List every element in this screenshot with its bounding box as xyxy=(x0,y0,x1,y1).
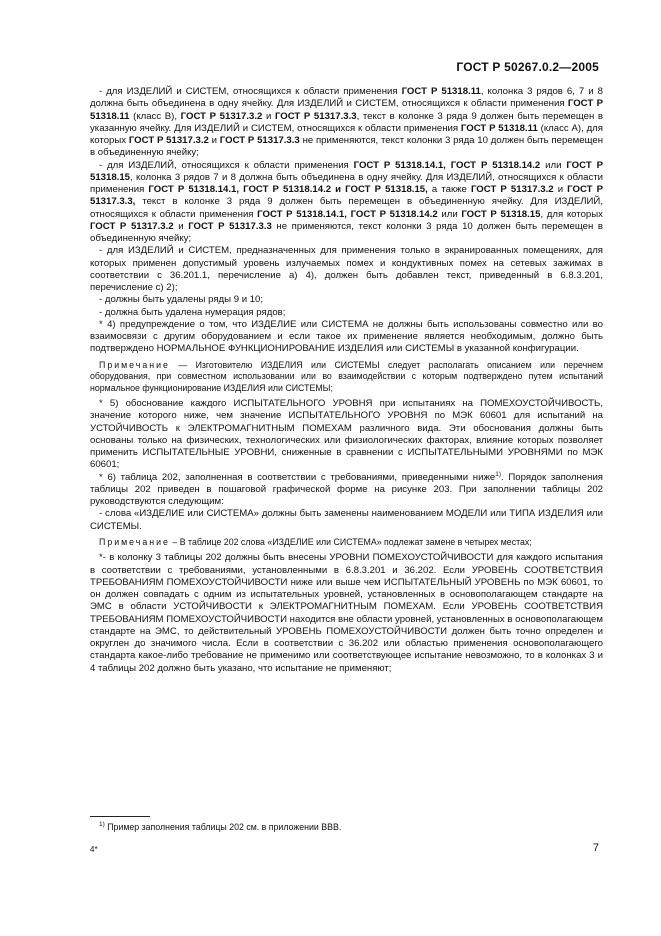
text-run: * 6) таблица 202, заполненная в соответствии с требованиями, приведенными ниже xyxy=(99,471,496,483)
standard-reference: ГОСТ Р 51318.14.1, ГОСТ Р 51318.14.2 xyxy=(353,159,541,171)
text-run: — Изготовителю ИЗДЕЛИЯ или СИСТЕМЫ следует располагать описанием или перечнем оборудования, при совместном использовании или во взаимодействии с которым подтверждено путем испытаний нормальное функционирование ИЗДЕЛИЯ или СИСТЕМЫ; xyxy=(90,359,603,393)
text-run: или xyxy=(437,208,462,220)
text-run: - для ИЗДЕЛИЙ и СИСТЕМ, относящихся к области применения xyxy=(99,86,402,97)
paragraph xyxy=(90,472,603,509)
text-run: , колонка 3 рядов 6, 7 и 8 должна быть объединена в одну ячейку. Для ИЗДЕЛИЙ и СИСТЕМ, относящихся к области применения xyxy=(90,86,603,110)
standard-reference: ГОСТ Р 51317.3.2 xyxy=(180,110,263,122)
standard-reference: ГОСТ Р 51317.3.3, xyxy=(90,184,603,208)
standard-reference: ГОСТ Р 51318.11 xyxy=(401,86,481,97)
text-run: * 4) предупреждение о том, что ИЗДЕЛИЕ или СИСТЕМА не должны быть использованы совместно или во взаимосвязи с другим оборудованием и если такое их применение является необходимым, должно быть подтверждено НОРМАЛЬНОЕ ФУНКЦИОНИРОВАНИЕ ИЗДЕЛИЯ или СИСТЕМЫ в указанной конфигурации. xyxy=(90,318,603,355)
standard-reference: ГОСТ Р 51318.15 xyxy=(461,208,541,220)
note-paragraph xyxy=(90,537,603,549)
text-run: , колонка 3 рядов 7 и 8 должна быть объединена в одну ячейку. Для ИЗДЕЛИЙ, относящихся к области применения xyxy=(90,171,603,195)
text-run: , текст в колонке 3 ряда 9 должен быть перемещен в указанную ячейку. Для ИЗДЕЛИЙ и СИСТЕМ, относящихся к области применения xyxy=(90,110,603,134)
text-run: и xyxy=(208,135,220,146)
paragraph xyxy=(90,552,603,675)
standard-reference: ГОСТ Р 51318.15 xyxy=(90,159,603,183)
standard-reference: ГОСТ Р 51317.3.2 xyxy=(90,220,174,232)
text-run: – В таблице 202 слова «ИЗДЕЛИЕ или СИСТЕМА» подлежат замене в четырех местах; xyxy=(169,536,532,547)
document-body xyxy=(90,86,603,675)
sheet-mark: 4* xyxy=(90,845,98,854)
text-run: текст в колонке 3 ряда 9 должен быть перемещен в объединенную ячейку. Для ИЗДЕЛИЙ, относящихся к области применения xyxy=(90,196,603,220)
footnote-text: Пример заполнения таблицы 202 см. в приложении ВВВ. xyxy=(104,822,342,832)
text-run: * 5) обоснование каждого ИСПЫТАТЕЛЬНОГО УРОВНЯ при испытаниях на ПОМЕХОУСТОЙЧИВОСТЬ, значение которого ниже, чем значение ИСПЫТАТЕЛЬНОГО УРОВНЯ по МЭК 60601 для испытаний на УСТОЙЧИВОСТЬ к ЭЛЕКТРОМАГНИТНЫМ ПОМЕХАМ различного вида. Эти обоснования должны быть основаны только на физических, технологических или физиологических факторах, влияние которых позволяет применить ИСПЫТАТЕЛЬНЫЕ УРОВНИ, сниженные в сравнении с ИСПЫТАТЕЛЬНЫМИ УРОВНЯМИ по МЭК 60601; xyxy=(90,398,603,471)
footnote-divider xyxy=(90,816,150,817)
text-run: а также xyxy=(427,184,471,195)
standard-reference: ГОСТ Р 51318.14.1, ГОСТ Р 51318.14.2 и ГОСТ Р 51318.15, xyxy=(148,184,428,195)
text-run: - должна быть удалена нумерация рядов; xyxy=(99,306,286,318)
text-run: (класс А), для которых xyxy=(90,122,603,146)
paragraph xyxy=(90,245,603,294)
paragraph xyxy=(90,398,603,472)
standard-reference: ГОСТ Р 51317.3.2 xyxy=(128,135,209,146)
standard-reference: ГОСТ Р 51318.11 xyxy=(460,122,538,134)
footnote-ref: 1) xyxy=(495,470,501,478)
text-run: *- в колонку 3 таблицы 202 должны быть внесены УРОВНИ ПОМЕХОУСТОЙЧИВОСТИ для каждого испытания в соответствии с требованиями, установленными в 6.8.3.201 и 36.202. Если УРОВЕНЬ СООТВЕТСТВИЯ ТРЕБОВАНИЯМ ПОМЕХОУСТОЙЧИВОСТИ ниже или выше чем ИСПЫТАТЕЛЬНЫЙ УРОВЕНЬ по МЭК 60601, то он должен совпадать с одним из испытательных уровней, установленных в основополагающем стандарте на ЭМС в области УСТОЙЧИВОСТИ к ЭЛЕКТРОМАГНИТНЫМ ПОМЕХАМ. Если УРОВЕНЬ СООТВЕТСТВИЯ ТРЕБОВАНИЯМ ПОМЕХОУСТОЙЧИВОСТИ находится вне области уровней, установленных в основополагающем стандарте на ЭМС, то действительный УРОВЕНЬ ПОМЕХОУСТОЙЧИВОСТИ должен быть точно определен и округлен до значимого числа. Если в соответствии с 36.202 или областью применения основополагающего стандарта какое-либо требование не применимо или соответствующее испытание невозможно, то в колонках 3 и 4 таблицы 202 должно быть указано, что испытание не применяют; xyxy=(90,552,603,674)
standard-reference: ГОСТ Р 51317.3.2 xyxy=(471,184,554,195)
note-label: Примечание xyxy=(99,359,170,370)
standard-reference: ГОСТ Р 51317.3.3 xyxy=(274,110,357,122)
document-id: ГОСТ Р 50267.0.2—2005 xyxy=(456,60,599,74)
note-label: Примечание xyxy=(99,536,170,547)
text-run: , для которых xyxy=(540,208,603,220)
paragraph xyxy=(90,294,603,306)
paragraph xyxy=(90,319,603,356)
standard-reference: ГОСТ Р 51317.3.3 xyxy=(188,220,272,232)
text-run: или xyxy=(540,159,567,171)
text-run: - должны быть удалены ряды 9 и 10; xyxy=(99,294,264,306)
footnote-mark: 1) xyxy=(99,821,105,829)
text-run: - для ИЗДЕЛИЙ, относящихся к области применения xyxy=(99,159,354,171)
text-run: не применяются, текст колонки 3 ряда 10 должен быть перемещен в объединенную ячейку; xyxy=(90,220,603,244)
text-run: . Порядок заполнения таблицы 202 приведен в пошаговой графической форме на рисунке 203. При заполнении таблицы 202 руководствуются следующим: xyxy=(90,471,603,507)
standard-reference: ГОСТ Р 51317.3.3 xyxy=(219,135,300,146)
paragraph xyxy=(90,307,603,319)
note-paragraph xyxy=(90,360,603,395)
paragraph xyxy=(90,86,603,160)
text-run: - слова «ИЗДЕЛИЕ или СИСТЕМА» должны быть заменены наименованием МОДЕЛИ или ТИПА ИЗДЕЛИЯ или СИСТЕМЫ. xyxy=(90,508,603,532)
text-run: не применяются, текст колонки 3 ряда 10 должен быть перемещен в объединенную ячейку; xyxy=(90,135,604,159)
text-run: и xyxy=(173,220,189,232)
text-run: (класс В), xyxy=(129,110,181,122)
page-number: 7 xyxy=(592,842,599,854)
paragraph xyxy=(90,160,603,246)
paragraph xyxy=(90,508,603,533)
standard-reference: ГОСТ Р 51318.11 xyxy=(90,98,603,122)
document-header xyxy=(456,60,599,74)
text-run: и xyxy=(553,184,568,195)
standard-reference: ГОСТ Р 51318.14.1, ГОСТ Р 51318.14.2 xyxy=(257,208,438,220)
text-run: - для ИЗДЕЛИЙ и СИСТЕМ, предназначенных для применения только в экранированных помещениях, для которых применен допустимый уровень излучаемых помех и кондуктивных помех на сетевых зажимах в соответствии с 36.201.1, перечисление а) 4), должен быть добавлен текст, приведенный в 6.8.3.201, перечисление с) 2); xyxy=(90,245,603,293)
text-run: и xyxy=(262,110,275,122)
footnote xyxy=(90,822,603,832)
